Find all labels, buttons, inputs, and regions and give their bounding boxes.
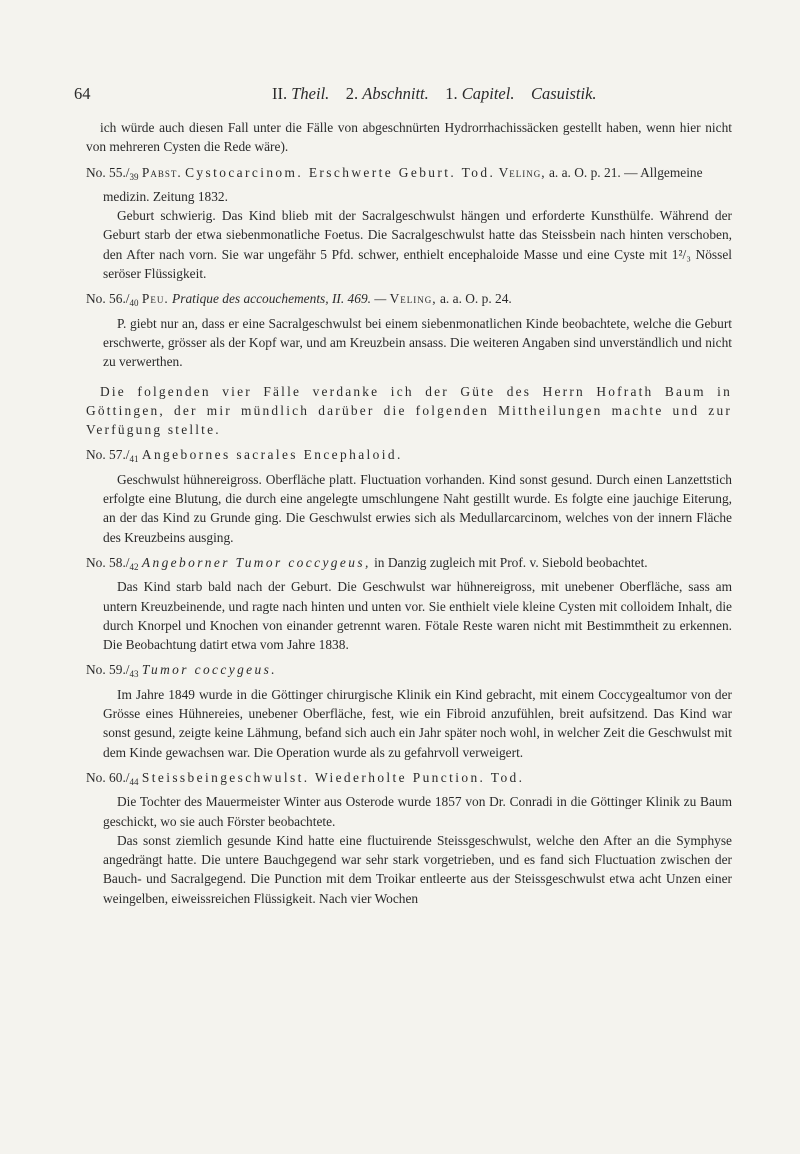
case-title: Pratique des accouchements, II. 469. — (172, 291, 387, 307)
case-entry-55 (86, 163, 732, 207)
case-author: Peu. (141, 291, 169, 307)
page-body (86, 118, 732, 908)
case-text: P. giebt nur an, dass er eine Sacralgeschwulst bei einem siebenmonatlichen Kinde beobachtete, welche die Geburt erschwerte, grösser als der Kopf war, und am Kreuzbein ansass. Die weiteren Angaben sind unverständlich und nicht zu verwerthen. (103, 315, 732, 370)
case-subnumber: 39 (129, 171, 139, 182)
case-subnumber: 44 (129, 776, 139, 787)
case-title: Tumor coccygeus. (141, 662, 277, 678)
case-title: Angeborner Tumor coccygeus, (141, 554, 371, 570)
case-number: No. 59./ (86, 662, 130, 678)
header-topic: Casuistik. (530, 84, 597, 103)
case-entry-60 (86, 768, 732, 792)
case-reference: a. a. O. p. 21. — Allgemeine medizin. Zeitung 1832. (103, 164, 703, 204)
case-number: No. 56./ (86, 291, 130, 307)
case-subnumber: 40 (129, 298, 139, 309)
interlude-paragraph: Die folgenden vier Fälle verdanke ich der Güte des Herrn Hofrath Baum in Göttingen, der mir mündlich darüber die folgenden Mittheilungen machte und zur Verfügung stellte. (86, 383, 732, 438)
case-title: Cystocarcinom. Erschwerte Geburt. Tod. (185, 164, 496, 180)
intro-paragraph: ich würde auch diesen Fall unter die Fälle von abgeschnürten Hydrorrhachissäcken gestellt haben, wenn hier nicht von mehreren Cysten die Rede wäre). (86, 120, 732, 155)
header-section: 2. Abschnitt. (345, 84, 429, 103)
running-title (272, 84, 597, 104)
case-ref-author: Veling, (389, 291, 437, 307)
page-number: 64 (74, 84, 91, 103)
case-entry-58 (86, 553, 732, 577)
case-subnumber: 42 (129, 561, 139, 572)
case-subnumber: 41 (129, 454, 139, 465)
case-reference: in Danzig zugleich mit Prof. v. Siebold beobachtet. (374, 554, 648, 570)
case-text: Das Kind starb bald nach der Geburt. Die Geschwulst war hühnereigross, mit unebener Oberfläche, sass am untern Kreuzbeinende, und ragte nach hinten und unten vor. Sie enthielt viele kleine Cysten mit colloidem Inhalt, die durch Knorpel und Knochen von einander getrennt waren. Fötale Reste waren nicht mit Bestimmtheit zu erkennen. Die Beobachtung datirt etwa vom Jahre 1838. (103, 579, 732, 653)
header-chapter: 1. Capitel. (445, 84, 515, 103)
case-reference: a. a. O. p. 24. (439, 291, 512, 307)
header-part: II. Theil. (272, 84, 330, 103)
case-text: Im Jahre 1849 wurde in die Göttinger chirurgische Klinik ein Kind gebracht, mit einem Coccygealtumor von der Grösse eines Hühnereies, unebener Oberfläche, fest, wie ein Fibroid anzufühlen, breit aufsitzend. Das Kind war sonst gesund, zeigte keine Lähmung, befand sich auch ein Jahr später noch wohl, in welcher Zeit die Geschwulst mit dem Kinde gewachsen war. Die Operation wurde als zu gefahrvoll verweigert. (103, 686, 732, 760)
case-number: No. 60./ (86, 769, 130, 785)
case-entry-57 (86, 445, 732, 469)
case-ref-author: Veling, (498, 164, 546, 180)
case-title: Steissbeingeschwulst. Wiederholte Punction. Tod. (141, 769, 525, 785)
case-entry-56 (86, 289, 732, 313)
case-subnumber: 43 (129, 669, 139, 680)
case-number: No. 55./ (86, 164, 130, 180)
case-text: Die Tochter des Mauermeister Winter aus Osterode wurde 1857 von Dr. Conradi in die Göttinger Klinik zu Baum geschickt, wo sie auch Förster beobachtete. (103, 794, 732, 829)
case-number: No. 58./ (86, 554, 130, 570)
case-text: Das sonst ziemlich gesunde Kind hatte eine fluctuirende Steissgeschwulst, welche den After an die Symphyse angedrängt hatte. Die untere Bauchgegend war sehr stark vorgetrieben, und es fand sich Fluctuation zwischen der Bauch- und Sacralgegend. Die Punction mit dem Troikar entleerte aus der Steissgeschwulst etwa acht Unzen einer weingelben, eiweissreichen Flüssigkeit. Nach vier Wochen (103, 832, 732, 906)
case-title: Angebornes sacrales Encephaloid. (141, 447, 403, 463)
case-author: Pabst. (141, 164, 182, 180)
case-text: Geschwulst hühnereigross. Oberfläche platt. Fluctuation vorhanden. Kind sonst gesund. Durch einen Lanzettstich erfolgte eine Blutung, die durch eine angelegte umschlungene Naht gestillt wurde. Es folgte eine jauchige Eiterung, an der das Kind zu Grunde ging. Die Geschwulst erwies sich als Medullarcarcinom, welches von der innern Fläche des Kreuzbeins ausging. (103, 471, 732, 545)
case-text: Geburt schwierig. Das Kind blieb mit der Sacralgeschwulst hängen und erforderte Kunsthülfe. Während der Geburt starb der etwa siebenmonatliche Foetus. Die Sacralgeschwulst hatte das Steissbein nach hinten verschoben, den After nach vorn. Sie war ungefähr 5 Pfd. schwer, enthielt encephaloide Masse und eine Cyste mit 1²/₃ Nössel seröser Flüssigkeit. (103, 208, 732, 282)
case-entry-59 (86, 660, 732, 684)
case-number: No. 57./ (86, 447, 130, 463)
running-header (74, 84, 724, 108)
